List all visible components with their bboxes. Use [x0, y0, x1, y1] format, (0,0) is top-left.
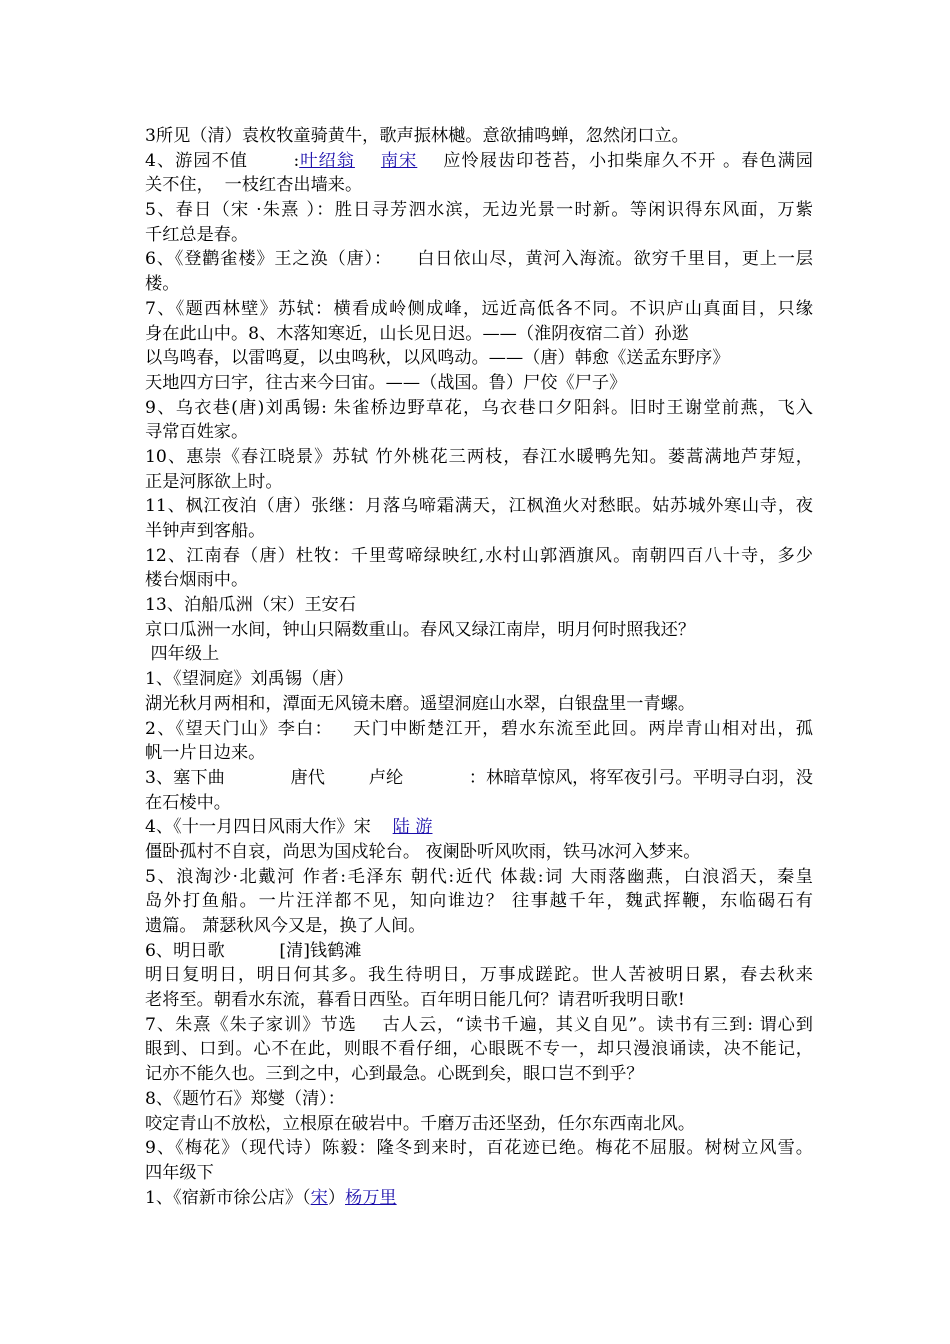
text-line — [145, 1186, 813, 1211]
text-line: 千红总是春。 — [145, 224, 249, 245]
text-segment: 4、游园不值 : — [145, 150, 300, 171]
text-line: 眼到、口到。心不在此，则眼不看仔细，心眼既不专一，却只漫浪诵读，决不能记， — [145, 1039, 813, 1060]
text-segment: 4、《十一月四日风雨大作》宋 — [145, 817, 393, 838]
text-line: 5、春日（宋 ·朱熹 ）：胜日寻芳泗水滨，无边光景一时新。等闲识得东风面，万紫 — [145, 200, 813, 221]
text-line: 3所见（清）袁枚牧童骑黄牛，歌声振林樾。意欲捕鸣蝉，忽然闭口立。 — [145, 126, 689, 146]
text-line: 12、江南春（唐）杜牧：千里莺啼绿映红,水村山郭酒旗风。南朝四百八十寺，多少 — [145, 545, 813, 566]
text-line: 身在此山中。8、木落知寒近，山长见日迟。——（淮阴夜宿二首）孙逖 — [145, 323, 689, 344]
text-line: 正是河豚欲上时。 — [145, 471, 283, 492]
text-line: 以鸟鸣春，以雷鸣夏，以虫鸣秋，以风鸣动。——（唐）韩愈《送孟东野序》 — [145, 348, 730, 369]
text-line: 关不住， 一枝红杏出墙来。 — [145, 175, 363, 196]
text-line: 在石棱中。 — [145, 792, 231, 813]
text-line: 9、《梅花》（现代诗）陈毅：隆冬到来时，百花迹已绝。梅花不屈服。树树立风雪。 — [145, 1138, 813, 1159]
text-line: 1、《望洞庭》刘禹锡（唐） — [145, 669, 354, 690]
text-line: 6、明日歌 [清]钱鹤滩 — [145, 940, 362, 961]
text-segment: ） — [327, 1187, 346, 1208]
text-line — [145, 149, 813, 174]
text-line: 老将至。朝看水东流，暮看日西坠。百年明日能几何？请君听我明日歌! — [145, 990, 685, 1011]
text-line: 5、浪淘沙·北戴河 作者:毛泽东 朝代:近代 体裁:词 大雨落幽燕，白浪滔天，秦皇 — [145, 866, 813, 887]
text-segment: 应怜屐齿印苍苔，小扣柴扉久不开 。春色满园 — [417, 150, 813, 171]
text-line: 楼。 — [145, 274, 180, 295]
text-line: 8、《题竹石》郑燮（清）： — [145, 1088, 345, 1109]
text-line: 京口瓜洲一水间，钟山只隔数重山。春风又绿江南岸，明月何时照我还？ — [145, 619, 696, 640]
text-line: 13、泊船瓜洲（宋）王安石 — [145, 595, 356, 616]
text-segment — [355, 151, 381, 171]
text-segment: 1、《宿新市徐公店》（ — [145, 1187, 311, 1208]
document-body — [145, 124, 813, 1210]
text-line: 咬定青山不放松，立根原在破岩中。千磨万击还坚劲，任尔东西南北风。 — [145, 1113, 696, 1134]
text-line: 7、《题西林壁》苏轼：横看成岭侧成峰，远近高低各不同。不识庐山真面目，只缘 — [145, 298, 813, 319]
text-line: 寻常百姓家。 — [145, 422, 249, 443]
text-line: 6、《登鹳雀楼》王之涣（唐）： 白日依山尽，黄河入海流。欲穷千里目，更上一层 — [145, 249, 813, 270]
text-line: 四年级上 — [145, 644, 220, 665]
text-line: 四年级下 — [145, 1162, 214, 1183]
text-line: 半钟声到客船。 — [145, 521, 266, 541]
hyperlink[interactable]: 叶绍翁 — [299, 150, 355, 171]
text-line: 10、惠崇《春江晓景》苏轼 竹外桃花三两枝，春江水暖鸭先知。蒌蒿满地芦芽短， — [145, 446, 813, 467]
text-line: 9、乌衣巷(唐)刘禹锡: 朱雀桥边野草花，乌衣巷口夕阳斜。旧时王谢堂前燕，飞入 — [145, 397, 813, 418]
text-line: 楼台烟雨中。 — [145, 570, 249, 591]
text-line: 僵卧孤村不自哀，尚思为国戍轮台。 夜阑卧听风吹雨，铁马冰河入梦来。 — [145, 841, 701, 862]
text-line: 岛外打鱼船。一片汪洋都不见，知向谁边？ 往事越千年，魏武挥鞭，东临碣石有 — [145, 891, 813, 912]
hyperlink[interactable]: 宋 — [310, 1187, 328, 1208]
text-line: 湖光秋月两相和，潭面无风镜未磨。遥望洞庭山水翠，白银盘里一青螺。 — [145, 693, 696, 714]
text-line: 帆一片日边来。 — [145, 743, 266, 764]
text-line — [145, 815, 813, 840]
text-line: 记亦不能久也。三到之中，心到最急。心既到矣，眼口岂不到乎？ — [145, 1064, 644, 1085]
text-line: 明日复明日，明日何其多。我生待明日，万事成蹉跎。世人苦被明日累，春去秋来 — [145, 965, 813, 986]
text-line: 3、塞下曲 唐代 卢纶 ：林暗草惊风，将军夜引弓。平明寻白羽，没 — [145, 767, 813, 788]
text-line: 2、《望天门山》李白： 天门中断楚江开，碧水东流至此回。两岸青山相对出，孤 — [145, 718, 813, 739]
hyperlink[interactable]: 杨万里 — [345, 1187, 397, 1208]
text-line: 11、枫江夜泊（唐）张继：月落乌啼霜满天，江枫渔火对愁眠。姑苏城外寒山寺，夜 — [145, 496, 813, 517]
text-line: 天地四方曰宇，往古来今曰宙。——（战国。鲁）尸佼《尸子》 — [145, 372, 627, 393]
hyperlink[interactable]: 南宋 — [380, 150, 418, 171]
text-line: 7、朱熹《朱子家训》节选 古人云，“读书千遍，其义自见”。读书有三到: 谓心到 — [145, 1014, 813, 1035]
text-line: 遗篇。 萧瑟秋风今又是，换了人间。 — [145, 916, 426, 936]
hyperlink[interactable]: 陆 游 — [392, 817, 433, 838]
